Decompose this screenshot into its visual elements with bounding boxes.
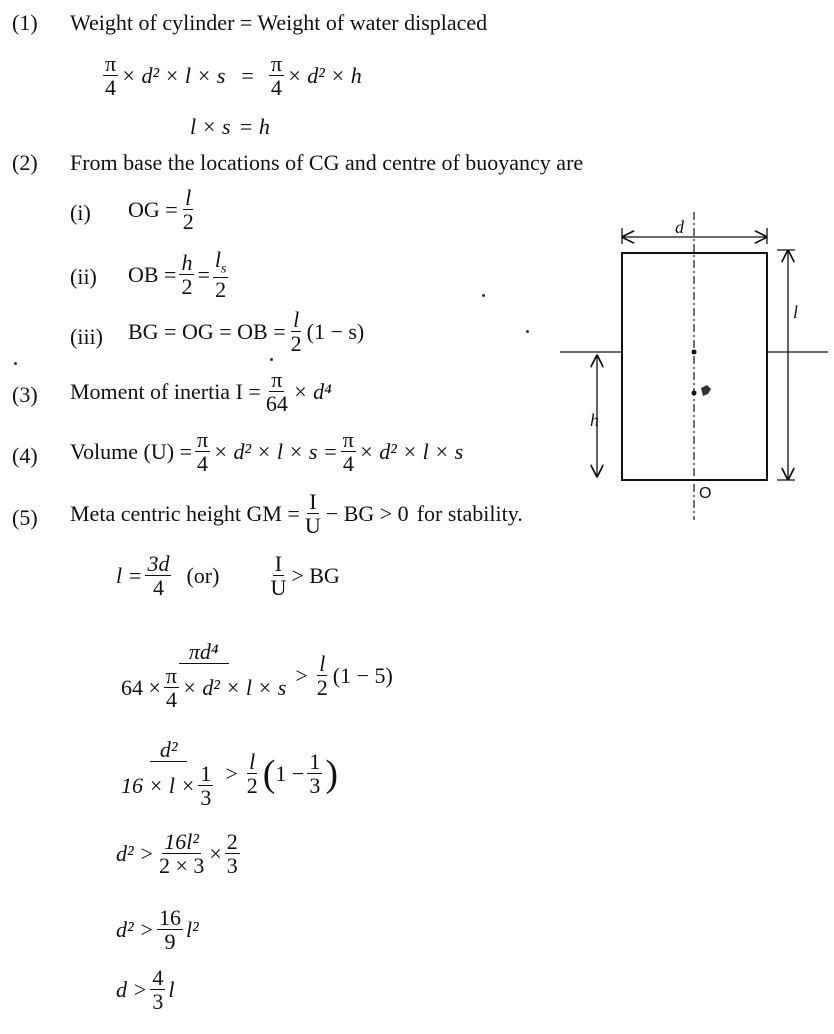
d5-tail: l	[168, 976, 175, 1002]
derivation-line-5	[116, 966, 174, 1013]
depth-label: h	[590, 410, 599, 430]
item-ii-label: (ii)	[70, 264, 97, 289]
l-over-2-fraction: $\frac{l}{2}$	[316, 651, 328, 701]
step-3-number: (3)	[12, 382, 38, 407]
3d-over-4-fraction: $\frac{3d}{4}$	[147, 551, 170, 601]
volume-equation	[70, 428, 463, 475]
eq-b-lhs: l × s	[190, 114, 231, 139]
cond2-tail: > BG	[291, 562, 340, 588]
1-over-3-fraction: $\frac{1}{3}$	[309, 749, 321, 799]
pi-over-4-fraction: $\frac{\pi}{4}$	[342, 427, 354, 477]
cond-lhs: l =	[116, 562, 143, 588]
bg-lhs: BG = OG = OB =	[128, 318, 286, 344]
derivation-line-1	[116, 640, 393, 711]
pi-over-64-fraction: $\frac{\pi}{64}$	[265, 367, 288, 417]
width-label: d	[675, 217, 684, 237]
derivation-line-2	[116, 738, 338, 809]
or-text: (or)	[186, 562, 220, 588]
equals-sign: =	[241, 62, 254, 88]
ob-lhs: OB =	[128, 261, 177, 287]
d1-tail: (1 − 5)	[332, 662, 393, 688]
scan-speck	[270, 358, 273, 361]
derivation-line-4	[116, 906, 199, 953]
step-5-number: (5)	[12, 505, 38, 530]
pi-over-4-fraction: $\frac{\pi}{4}$	[197, 427, 209, 477]
d2-fraction: d² 16 × l × $\frac{1}{3}$	[121, 737, 212, 811]
i-over-u-fraction: $\frac{I}{U}$	[304, 489, 321, 539]
greater-than: >	[295, 662, 308, 688]
centre-of-gravity-point	[692, 350, 697, 355]
16l2-fraction: $\frac{\text{16l²}}{2 \times 3}$	[158, 829, 205, 879]
step-5-tail: − BG > 0	[325, 500, 409, 526]
derivation-line-3	[116, 830, 243, 877]
bg-equation	[128, 308, 364, 355]
step-1-number: (1)	[12, 10, 38, 35]
4-over-3-fraction: $\frac{4}{3}$	[152, 965, 164, 1015]
eq-b-rhs: = h	[238, 114, 270, 139]
step-3-text: Moment of inertia I =	[70, 378, 261, 404]
step-2-number: (2)	[12, 150, 38, 175]
moment-of-inertia	[70, 368, 332, 415]
i-over-u-fraction: $\frac{I}{U}$	[270, 551, 287, 601]
step-5-suffix: for stability.	[416, 500, 523, 526]
scan-speck	[14, 362, 17, 365]
ob-equation	[128, 248, 231, 301]
d5-lhs: d >	[116, 976, 148, 1002]
step-1-text: Weight of cylinder = Weight of water displaced	[70, 10, 488, 35]
l-over-2-fraction: $\frac{l}{2}$	[246, 749, 258, 799]
step-1-equation-b	[190, 114, 270, 140]
close-paren: )	[325, 752, 338, 795]
h-over-2-fraction: $\frac{h}{2}$	[181, 249, 193, 300]
step-4-number: (4)	[12, 443, 38, 468]
step-1-equation-a	[100, 52, 362, 99]
rhs-tail: × d² × h	[286, 62, 362, 88]
step-4-mid: × d² × l × s =	[213, 438, 338, 464]
step-4-text: Volume (U) =	[70, 438, 192, 464]
step-5-text: Meta centric height GM =	[70, 500, 300, 526]
l-over-2-fraction: $\frac{l}{2}$	[182, 185, 194, 235]
equals-sign: =	[197, 261, 210, 287]
pi-over-4-fraction: $\frac{\pi}{4}$	[270, 51, 282, 101]
one-minus: 1 −	[275, 760, 305, 786]
centre-of-buoyancy-point	[692, 391, 697, 396]
d4-lhs: d² >	[116, 916, 154, 942]
open-paren: (	[262, 752, 276, 795]
floating-cylinder-diagram	[555, 210, 830, 522]
origin-label: O	[699, 485, 712, 502]
bg-tail: (1 − s)	[306, 318, 365, 344]
og-equation	[128, 186, 199, 233]
times-sign: ×	[209, 840, 222, 866]
16-over-9-fraction: $\frac{16}{9}$	[158, 905, 181, 955]
stability-condition	[116, 552, 340, 599]
greater-than: >	[225, 760, 238, 786]
big-fraction: πd⁴ 64 × $\frac{\pi}{4}$ × d² × l × s	[121, 639, 287, 713]
scan-speck	[482, 294, 485, 297]
d4-tail: l²	[185, 916, 199, 942]
scan-speck	[526, 330, 529, 333]
lhs-tail: × d² × l × s	[121, 62, 226, 88]
og-lhs: OG =	[128, 196, 178, 222]
l-over-2-fraction: $\frac{l}{2}$	[290, 307, 302, 357]
step-4-tail: × d² × l × s	[358, 438, 464, 464]
2-over-3-fraction: $\frac{2}{3}$	[226, 829, 238, 879]
step-3-tail: × d⁴	[292, 378, 332, 404]
metacentric-height	[70, 490, 523, 537]
step-2-text: From base the locations of CG and centre of buoyancy are	[70, 150, 584, 175]
pi-over-4-fraction: $\frac{\pi}{4}$	[105, 51, 117, 101]
d3-lhs: d² >	[116, 840, 154, 866]
ink-smudge	[701, 385, 711, 396]
item-iii-label: (iii)	[70, 324, 103, 349]
ls-over-2-fraction: $\frac{l_s}{2}$	[214, 247, 227, 303]
length-label: l	[793, 302, 799, 322]
item-i-label: (i)	[70, 200, 91, 225]
